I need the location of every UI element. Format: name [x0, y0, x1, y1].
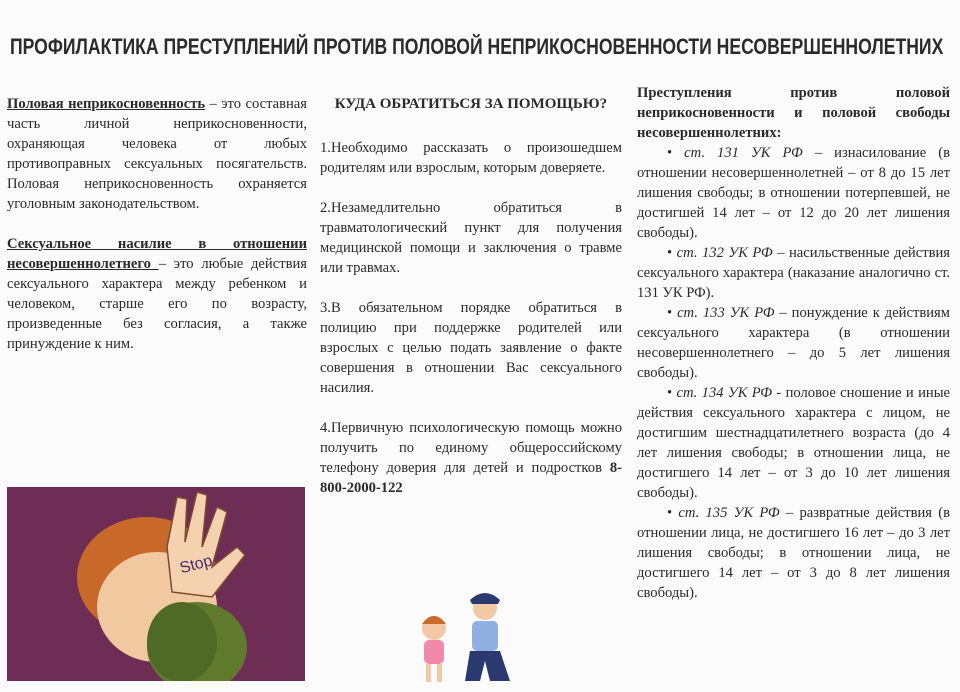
definition-sexual-inviolability [7, 94, 307, 214]
police-child-illustration [410, 586, 525, 687]
middle-column [320, 94, 622, 518]
article-number: ст. 135 УК РФ [678, 505, 780, 521]
help-item-1: 1.Необходимо рассказать о произошедшем родителям или взрослым, которым доверяете. [320, 140, 622, 176]
police-child-image [410, 586, 525, 687]
article-text: – изнасилование (в отношении несовершеннолетней – от 8 до 15 лет лишения свободы; в отношении потерпевшей, не достигшей 14 лет – от 12 до 20 лет лишения свободы). [637, 145, 950, 241]
article-text: – насильственные действия сексуального характера (наказание аналогично ст. 131 УК РФ). [637, 245, 951, 301]
article-number: ст. 133 УК РФ [677, 305, 775, 321]
stop-illustration [7, 487, 305, 681]
article-text: - половое сношение и иные действия сексуального характера с лицом, не достигшим шестнадцатилетнего возраста (до 4 лет лишения свободы; в отношении лица, не достигшего 14 лет – от 3 до 10 лет лишения свободы). [637, 385, 950, 501]
article-133: • ст. 133 УК РФ – понуждение к действиям сексуального характера (в отношении несовершеннолетнего – до 5 лет лишения свободы). [637, 305, 950, 381]
term: Половая неприкосновенность [7, 96, 206, 112]
helpline-phone: 8-800-2000-122 [320, 460, 622, 496]
definition-text: – это любые действия сексуального характера между ребенком и человеком, старше его по возрасту, произведенные без согласия, а также принуждение к ним. [7, 256, 307, 352]
article-text: – развратные действия (в отношении лица, не достигшего 16 лет – до 3 лет лишения свободы; в отношении лица, не достигшего 14 лет – от 3 до 8 лет лишения свободы). [637, 505, 951, 601]
article-number: ст. 132 УК РФ [676, 245, 773, 261]
article-134: • ст. 134 УК РФ - половое сношение и иные действия сексуального характера с лицом, не достигшим шестнадцатилетнего возраста (до 4 лет лишения свободы; в отношении лица, не достигшего 14 лет – от 3 до 10 лет лишения свободы). [637, 385, 950, 501]
crimes-heading: Преступления против половой неприкосновенности и половой свободы несовершеннолетних: [637, 85, 950, 141]
right-column [637, 83, 950, 603]
page-title: ПРОФИЛАКТИКА ПРЕСТУПЛЕНИЙ ПРОТИВ ПОЛОВОЙ НЕПРИКОСНОВЕННОСТИ НЕСОВЕРШЕННОЛЕТНИХ [10, 34, 944, 59]
article-135: • ст. 135 УК РФ – развратные действия (в отношении лица, не достигшего 16 лет – до 3 лет лишения свободы; в отношении лица, не достигшего 14 лет – от 3 до 8 лет лишения свободы). [637, 505, 951, 601]
left-column [7, 94, 307, 354]
help-item-4-text: 4.Первичную психологическую помощь можно получить по единому общероссийскому телефону доверия для детей и подростков [320, 420, 622, 476]
definition-text: – это составная часть личной неприкосновенности, охраняющая человека от любых противоправных сексуальных посягательств. Половая неприкосновенность охраняется уголовным законодательством. [7, 96, 307, 212]
stop-text: Stop [178, 552, 215, 578]
article-132: • ст. 132 УК РФ – насильственные действия сексуального характера (наказание аналогично ст. 131 УК РФ). [637, 245, 951, 301]
article-number: ст. 131 УК РФ [684, 145, 803, 161]
child-covering-face-image [7, 487, 305, 681]
article-text: – понуждение к действиям сексуального характера (в отношении несовершеннолетнего – до 5 лет лишения свободы). [637, 305, 950, 381]
help-item-3: 3.В обязательном порядке обратиться в полицию при поддержке родителей или взрослых с целью подать заявление о факте совершения в отношении Вас сексуального насилия. [320, 300, 622, 396]
definition-sexual-violence [7, 234, 307, 354]
article-number: ст. 134 УК РФ [676, 385, 773, 401]
help-item-2: 2.Незамедлительно обратиться в травматологический пункт для получения медицинской помощи и заключения о травме или травмах. [320, 200, 622, 276]
term: Сексуальное насилие в отношении несовершеннолетнего [7, 236, 307, 272]
article-131: • ст. 131 УК РФ – изнасилование (в отношении несовершеннолетней – от 8 до 15 лет лишения свободы; в отношении потерпевшей, не достигшей 14 лет – от 12 до 20 лет лишения свободы). [637, 145, 950, 241]
help-heading: КУДА ОБРАТИТЬСЯ ЗА ПОМОЩЬЮ? [334, 96, 608, 112]
help-item-4 [320, 418, 622, 498]
